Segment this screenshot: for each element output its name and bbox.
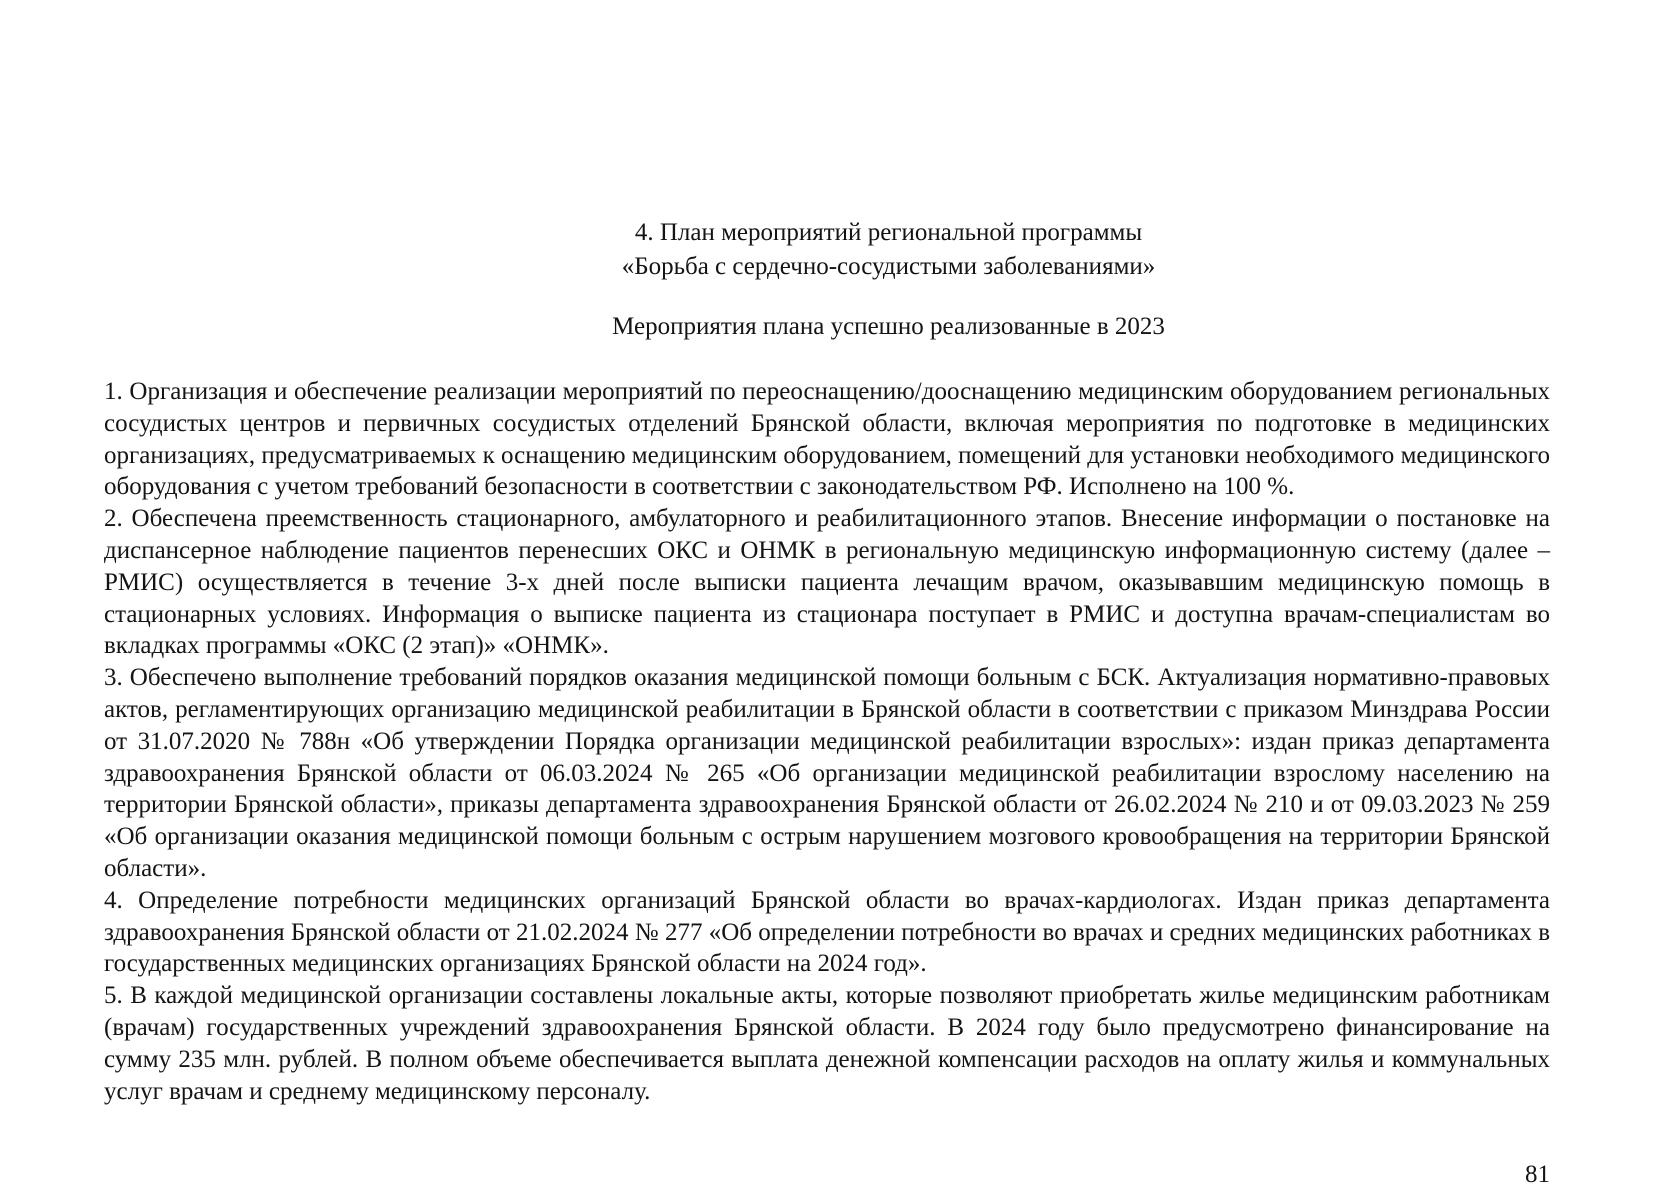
list-item: 3. Обеспечено выполнение требований порядков оказания медицинской помощи больным с БСК. Актуализация нормативно-правовых актов, регламентирующих организацию медицинской реабилитации в Брянской области в соответствии с приказом Минздрава России от 31.07.2020 № 788н «Об утверждении Порядка организации медицинской реабилитации взрослых»: издан приказ департамента здравоохранения Брянской области от 06.03.2024 № 265 «Об организации медицинской реабилитации взрослому населению на территории Брянской области», приказы департамента здравоохранения Брянской области от 26.02.2024 № 210 и от 09.03.2023 № 259 «Об организации оказания медицинской помощи больным с острым нарушением мозгового кровообращения на территории Брянской области». [104, 664, 1550, 882]
page-number: 81 [1525, 1161, 1550, 1188]
list-item: 1. Организация и обеспечение реализации мероприятий по переоснащению/дооснащению медицинским оборудованием региональных сосудистых центров и первичных сосудистых отделений Брянской области, включая мероприятия по подготовке в медицинских организациях, предусматриваемых к оснащению медицинским оборудованием, помещений для установки необходимого медицинского оборудования с учетом требований безопасности в соответствии с законодательством РФ. Исполнено на 100 %. [104, 378, 1550, 501]
section-title-line-1: 4. План мероприятий региональной программы [634, 219, 1143, 246]
section-title-line-2: «Борьба с сердечно-сосудистыми заболеваниями» [621, 253, 1156, 280]
list-item: 2. Обеспечена преемственность стационарного, амбулаторного и реабилитационного этапов. Внесение информации о постановке на диспансерное наблюдение пациентов перенесших ОКС и ОНМК в региональную медицинскую информационную систему (далее – РМИС) осуществляется в течение 3-х дней после выписки пациента лечащим врачом, оказывавшим медицинскую помощь в стационарных условиях. Информация о выписке пациента из стационара поступает в РМИС и доступна врачам-специалистам во вкладках программы «ОКС (2 этап)» «ОНМК». [104, 505, 1550, 660]
list-item: 5. В каждой медицинской организации составлены локальные акты, которые позволяют приобретать жилье медицинским работникам (врачам) государственных учреждений здравоохранения Брянской области. В 2024 году было предусмотрено финансирование на сумму 235 млн. рублей. В полном объеме обеспечивается выплата денежной компенсации расходов на оплату жилья и коммунальных услуг врачам и среднему медицинскому персоналу. [104, 982, 1550, 1105]
measures-list [104, 376, 1550, 1107]
section-subtitle: Мероприятия плана успешно реализованные в 2023 [612, 313, 1165, 340]
list-item: 4. Определение потребности медицинских организаций Брянской области во врачах-кардиологах. Издан приказ департамента здравоохранения Брянской области от 21.02.2024 № 277 «Об определении потребности во врачах и средних медицинских работниках в государственных медицинских организациях Брянской области на 2024 год». [104, 886, 1550, 978]
